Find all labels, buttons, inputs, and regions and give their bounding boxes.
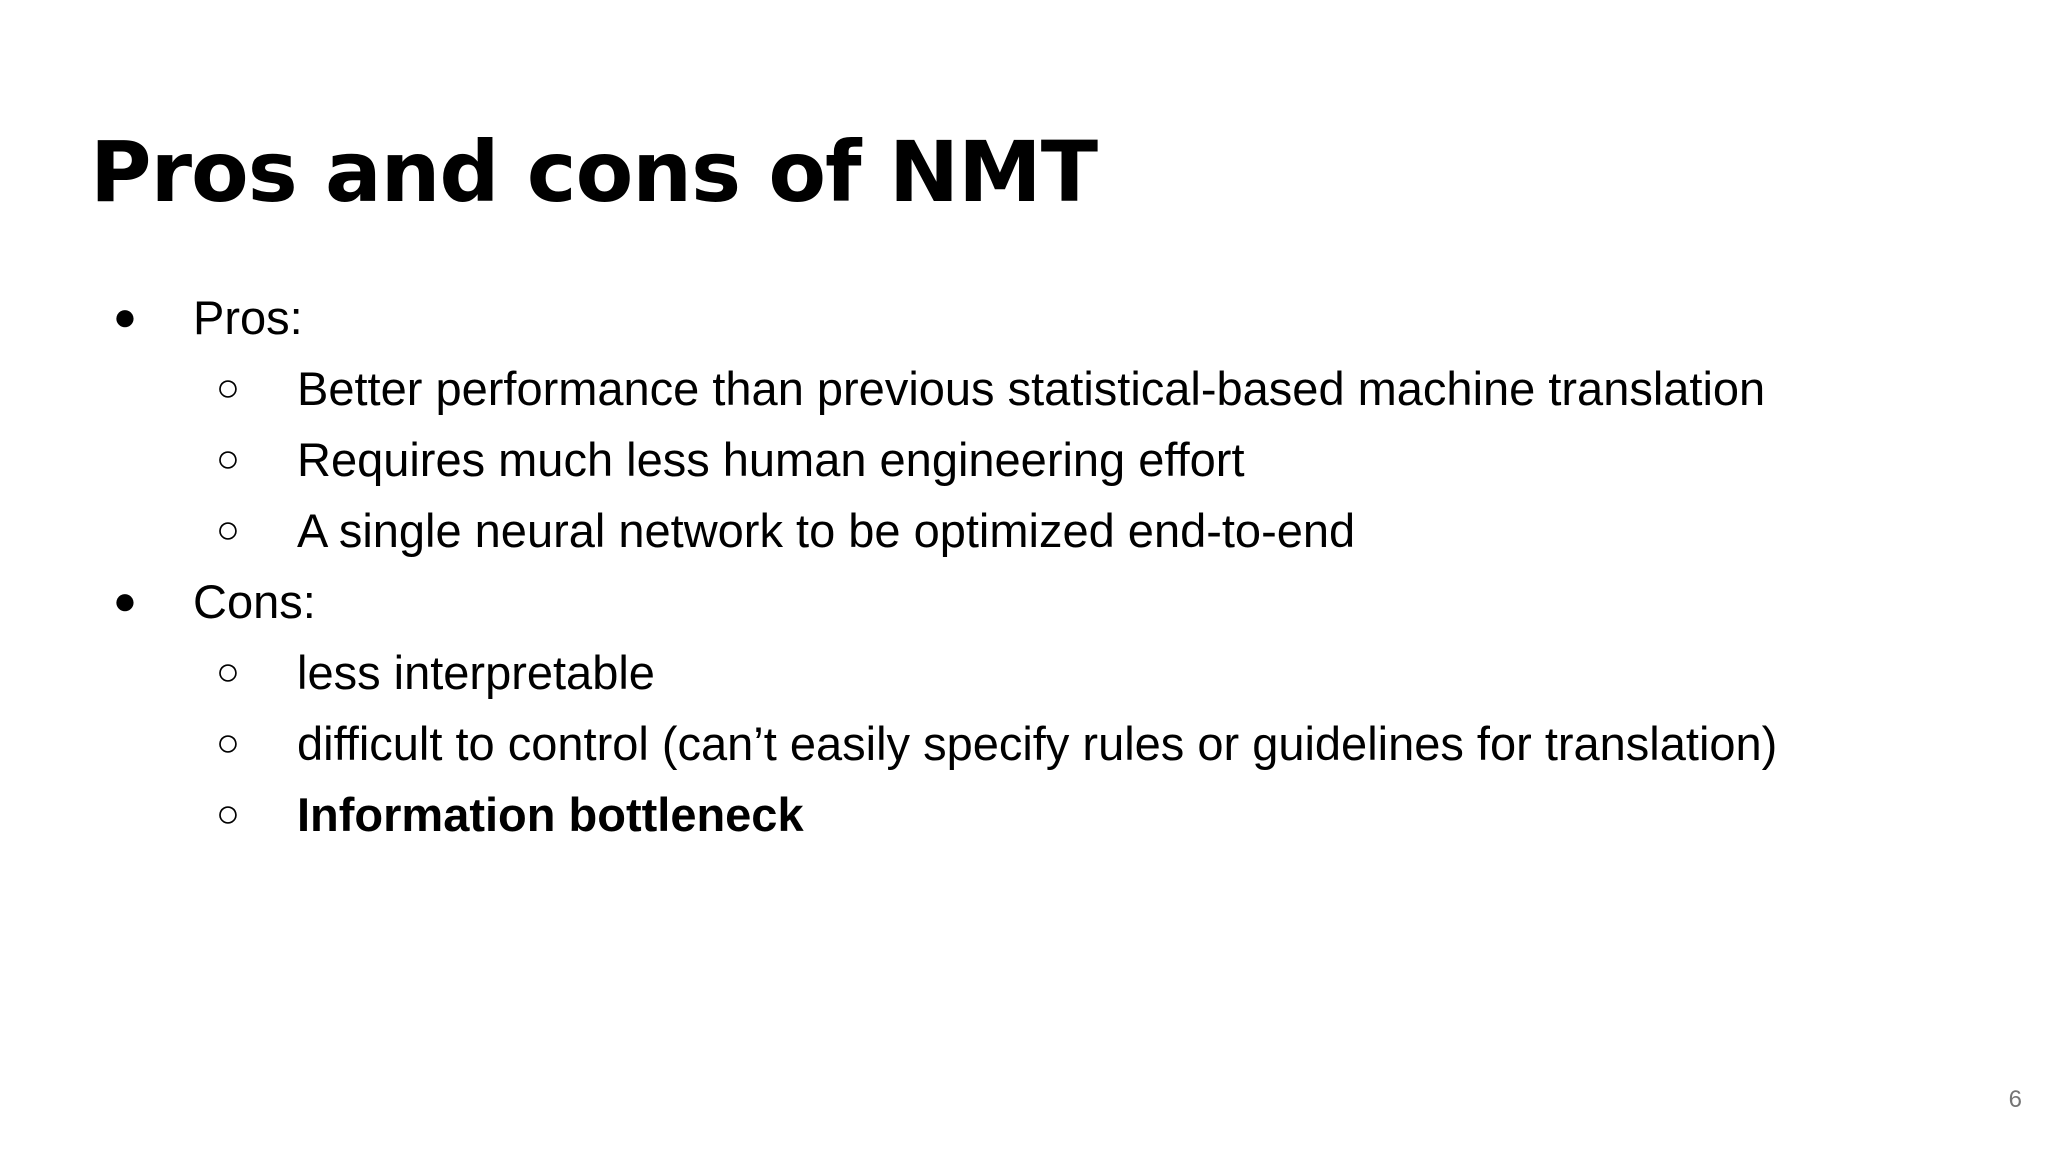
- hollow-bullet-icon: ○: [215, 366, 241, 410]
- filled-bullet-icon: ●: [112, 295, 138, 339]
- sub-bullet-text: Better performance than previous statistical-based machine translation: [297, 362, 1766, 415]
- hollow-bullet-icon: ○: [215, 650, 241, 694]
- sub-bullet-text: difficult to control (can’t easily specify rules or guidelines for translation): [297, 717, 1778, 770]
- sub-bullet: [0, 708, 2048, 779]
- hollow-bullet-icon: ○: [215, 721, 241, 765]
- page-number: 6: [2008, 1086, 2022, 1113]
- sub-bullet-text: Requires much less human engineering effort: [297, 433, 1245, 486]
- sub-bullet: [0, 353, 2048, 424]
- sub-bullet: [0, 779, 2048, 850]
- sub-bullet-text: A single neural network to be optimized end-to-end: [297, 504, 1356, 557]
- sub-bullet: [0, 424, 2048, 495]
- bullet-text: Pros:: [193, 291, 303, 344]
- hollow-bullet-icon: ○: [215, 792, 241, 836]
- sub-bullet: [0, 637, 2048, 708]
- hollow-bullet-icon: ○: [215, 508, 241, 552]
- bullet-pros: [0, 282, 2048, 353]
- filled-bullet-icon: ●: [112, 579, 138, 623]
- sub-bullet-text-bold: Information bottleneck: [297, 788, 804, 841]
- slide-title: Pros and cons of NMT: [90, 123, 1098, 221]
- bullet-list: [0, 282, 2048, 850]
- bullet-text: Cons:: [193, 575, 316, 628]
- sub-bullet-text: less interpretable: [297, 646, 655, 699]
- bullet-cons: [0, 566, 2048, 637]
- sub-bullet: [0, 495, 2048, 566]
- hollow-bullet-icon: ○: [215, 437, 241, 481]
